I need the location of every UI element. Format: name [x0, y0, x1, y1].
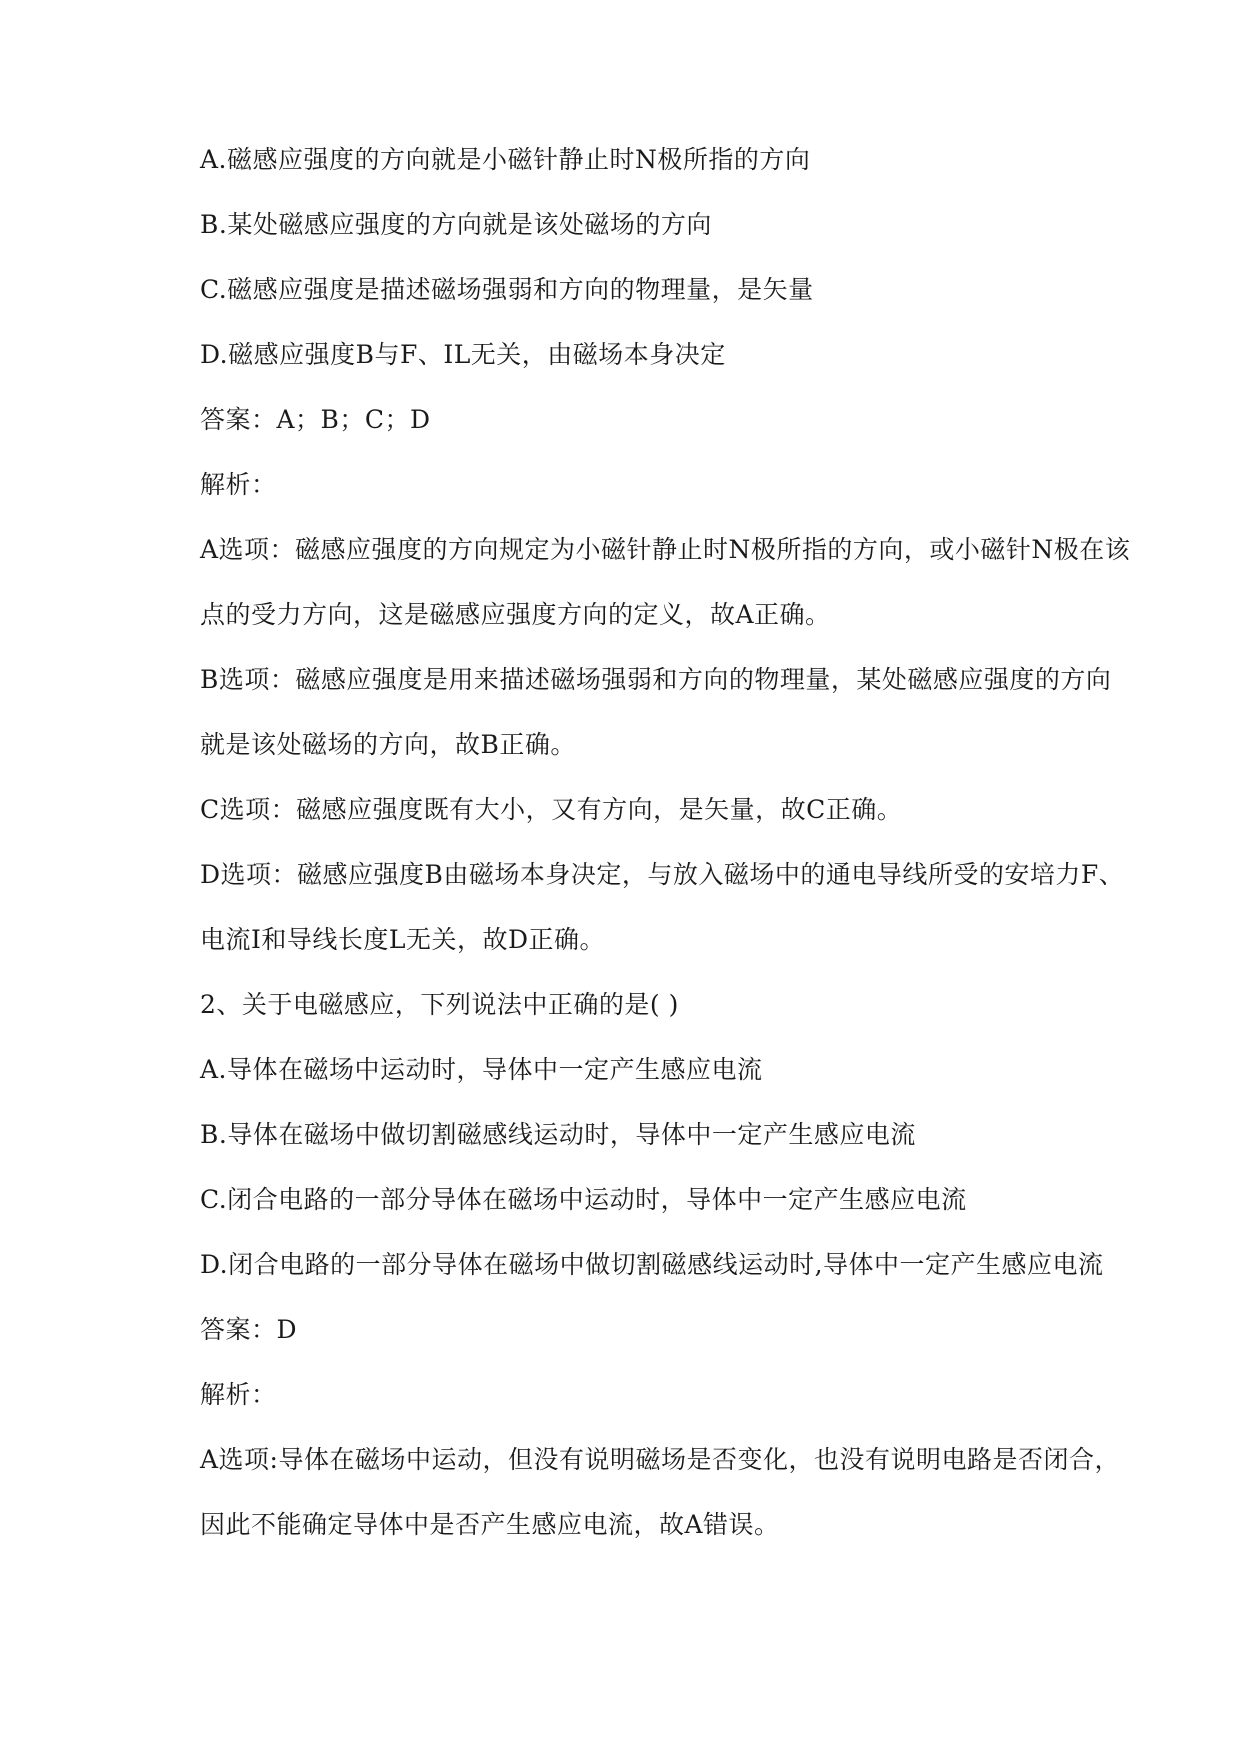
option-d-q2: D.闭合电路的一部分导体在磁场中做切割磁感线运动时,导体中一定产生感应电流 [200, 1250, 1104, 1279]
analysis-a-line2-q1: 点的受力方向，这是磁感应强度方向的定义，故A正确。 [200, 600, 831, 629]
option-a-q1: A.磁感应强度的方向就是小磁针静止时N极所指的方向 [200, 145, 811, 174]
analysis-a-line1-q1: A选项：磁感应强度的方向规定为小磁针静止时N极所指的方向，或小磁针N极在该 [200, 535, 1131, 564]
analysis-heading-q2: 解析： [200, 1380, 277, 1409]
question-2: 2、关于电磁感应，下列说法中正确的是( ) [200, 990, 679, 1019]
analysis-d-line2-q1: 电流I和导线长度L无关，故D正确。 [200, 925, 606, 954]
analysis-b-line1-q1: B选项：磁感应强度是用来描述磁场强弱和方向的物理量，某处磁感应强度的方向 [200, 665, 1112, 694]
answer-q2: 答案：D [200, 1315, 298, 1344]
option-b-q1: B.某处磁感应强度的方向就是该处磁场的方向 [200, 210, 712, 239]
analysis-c-q1: C选项：磁感应强度既有大小，又有方向，是矢量，故C正确。 [200, 795, 903, 824]
option-b-q2: B.导体在磁场中做切割磁感线运动时，导体中一定产生感应电流 [200, 1120, 916, 1149]
document-body [200, 142, 1131, 1572]
analysis-d-line1-q1: D选项：磁感应强度B由磁场本身决定，与放入磁场中的通电导线所受的安培力F、 [200, 860, 1125, 889]
answer-q1: 答案：A；B；C；D [200, 405, 431, 434]
analysis-a-line2-q2: 因此不能确定导体中是否产生感应电流，故A错误。 [200, 1510, 780, 1539]
option-c-q2: C.闭合电路的一部分导体在磁场中运动时，导体中一定产生感应电流 [200, 1185, 967, 1214]
analysis-b-line2-q1: 就是该处磁场的方向，故B正确。 [200, 730, 576, 759]
option-d-q1: D.磁感应强度B与F、IL无关，由磁场本身决定 [200, 340, 726, 369]
option-a-q2: A.导体在磁场中运动时，导体中一定产生感应电流 [200, 1055, 763, 1084]
analysis-heading-q1: 解析： [200, 470, 277, 499]
analysis-a-line1-q2: A选项:导体在磁场中运动，但没有说明磁场是否变化，也没有说明电路是否闭合， [200, 1445, 1120, 1474]
option-c-q1: C.磁感应强度是描述磁场强弱和方向的物理量，是矢量 [200, 275, 814, 304]
